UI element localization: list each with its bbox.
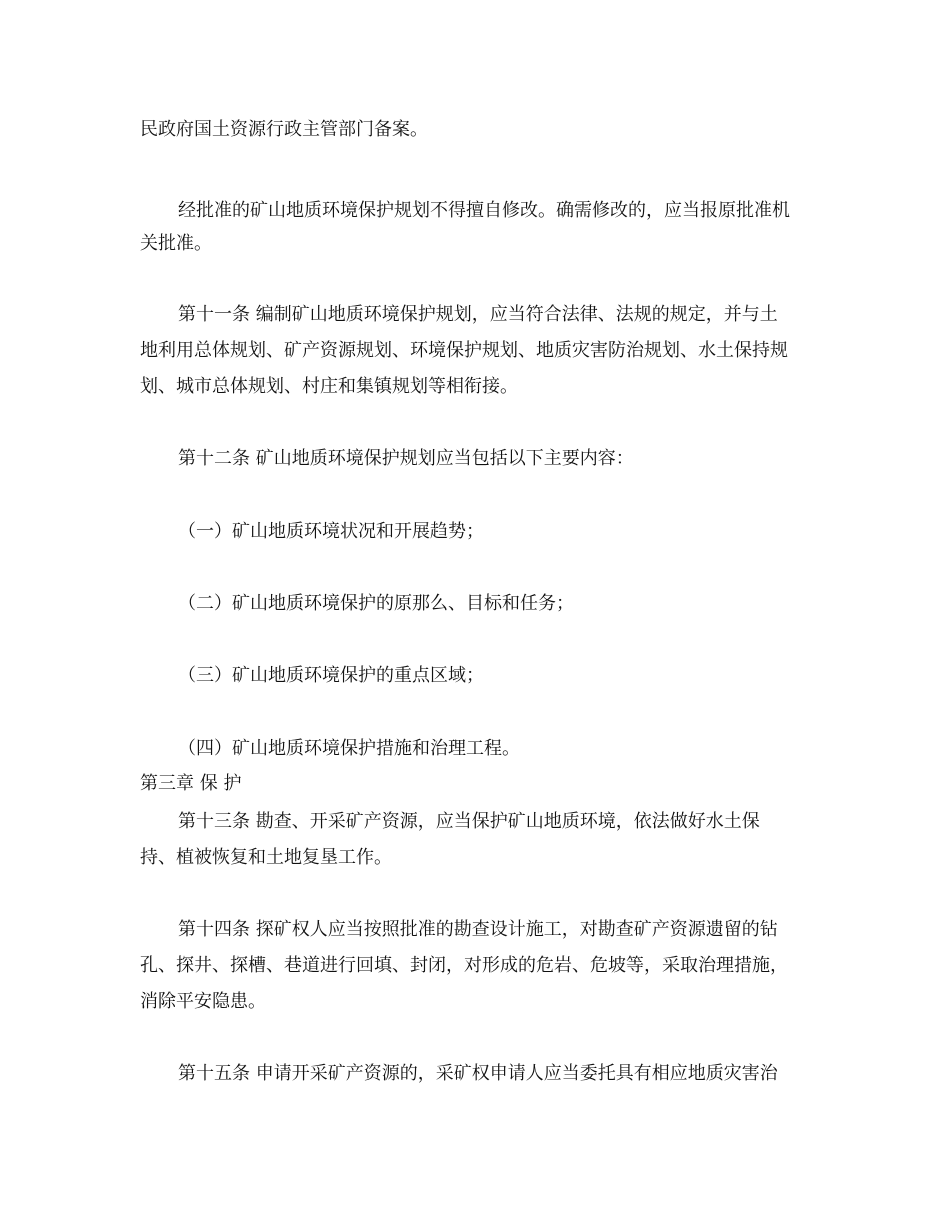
article-15-line: 第十五条 申请开采矿产资源的，采矿权申请人应当委托具有相应地质灾害治 bbox=[178, 1063, 778, 1084]
list-item: （四）矿山地质环境保护措施和治理工程。 bbox=[178, 738, 520, 759]
text-line: 持、植被恢复和土地复垦工作。 bbox=[140, 847, 392, 868]
text-line: 民政府国土资源行政主管部门备案。 bbox=[140, 119, 428, 140]
text-line: 关批准。 bbox=[140, 233, 212, 254]
text-line: 孔、探井、探槽、巷道进行回填、封闭，对形成的危岩、危坡等，采取治理措施， bbox=[140, 955, 788, 976]
list-item: （二）矿山地质环境保护的原那么、目标和任务； bbox=[178, 593, 574, 614]
text-line: 消除平安隐患。 bbox=[140, 991, 266, 1012]
list-item: （三）矿山地质环境保护的重点区域； bbox=[178, 665, 484, 686]
article-14-line: 第十四条 探矿权人应当按照批准的勘查设计施工，对勘查矿产资源遗留的钻 bbox=[178, 919, 778, 940]
chapter-heading: 第三章 保 护 bbox=[140, 773, 242, 794]
text-line: 经批准的矿山地质环境保护规划不得擅自修改。确需修改的，应当报原批准机 bbox=[178, 200, 790, 221]
article-11-line: 第十一条 编制矿山地质环境保护规划，应当符合法律、法规的规定，并与土 bbox=[178, 304, 778, 325]
article-12-line: 第十二条 矿山地质环境保护规划应当包括以下主要内容： bbox=[178, 448, 634, 469]
text-line: 划、城市总体规划、村庄和集镇规划等相衔接。 bbox=[140, 376, 518, 397]
text-line: 地利用总体规划、矿产资源规划、环境保护规划、地质灾害防治规划、水土保持规 bbox=[140, 340, 788, 361]
list-item: （一）矿山地质环境状况和开展趋势； bbox=[178, 521, 484, 542]
article-13-line: 第十三条 勘查、开采矿产资源，应当保护矿山地质环境，依法做好水土保 bbox=[178, 811, 760, 832]
